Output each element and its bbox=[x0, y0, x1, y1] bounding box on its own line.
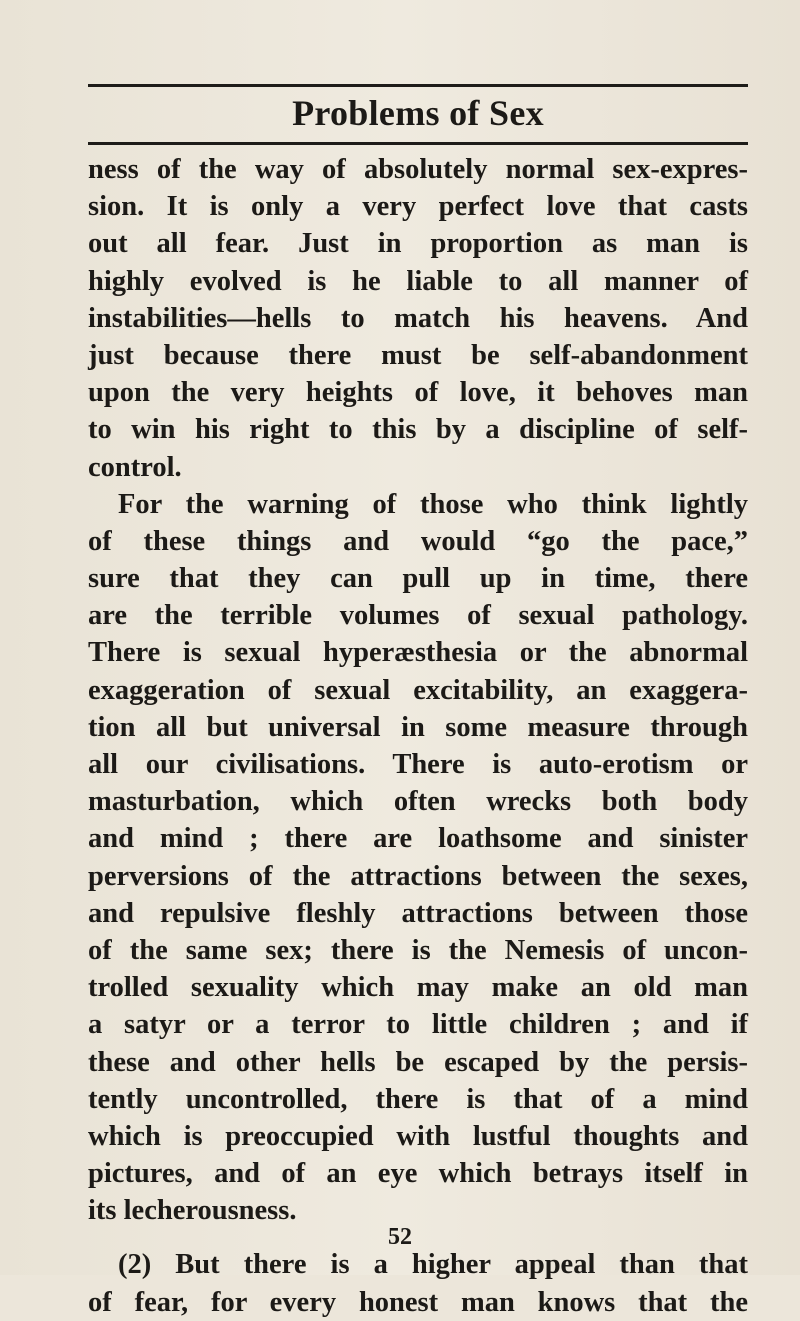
text-line: and mind ; there are loathsome and sinister bbox=[88, 823, 748, 855]
text-line: masturbation, which often wrecks both body bbox=[88, 786, 748, 818]
text-line: these and other hells be escaped by the persis- bbox=[88, 1046, 748, 1078]
text-line: tion all but universal in some measure through bbox=[88, 711, 748, 743]
text-line: perversions of the attractions between the sexes, bbox=[88, 860, 748, 892]
text-line: control. bbox=[88, 451, 182, 483]
running-head: Problems of Sex bbox=[292, 93, 544, 133]
text-line: instabilities—hells to match his heavens. And bbox=[88, 302, 748, 334]
text-line: just because there must be self-abandonment bbox=[88, 339, 748, 371]
page-number: 52 bbox=[388, 1224, 412, 1250]
text-line: and repulsive fleshly attractions between those bbox=[88, 897, 748, 929]
text-line: its lecherousness. bbox=[88, 1195, 297, 1227]
text-line: sion. It is only a very perfect love that casts bbox=[88, 191, 748, 223]
text-line: tently uncontrolled, there is that of a mind bbox=[88, 1083, 748, 1115]
text-line: of the same sex; there is the Nemesis of uncon- bbox=[88, 934, 748, 966]
header-rule-bottom bbox=[88, 142, 748, 145]
paragraph-start-line: (2) But there is a higher appeal than that bbox=[118, 1249, 748, 1281]
text-line: of these things and would “go the pace,” bbox=[88, 525, 748, 557]
header-rule-top bbox=[88, 84, 748, 87]
text-line: out all fear. Just in proportion as man is bbox=[88, 228, 748, 260]
text-line: There is sexual hyperæsthesia or the abnormal bbox=[88, 637, 748, 669]
paragraph-start-line: For the warning of those who think lightly bbox=[118, 488, 748, 520]
text-line: pictures, and of an eye which betrays itself in bbox=[88, 1158, 748, 1190]
text-line: all our civilisations. There is auto-erotism or bbox=[88, 749, 748, 780]
body-text bbox=[88, 151, 748, 1321]
text-line: are the terrible volumes of sexual pathology. bbox=[88, 600, 748, 632]
text-line: highly evolved is he liable to all manner of bbox=[88, 265, 748, 297]
text-line: ness of the way of absolutely normal sex-expres- bbox=[88, 154, 748, 185]
text-line: to win his right to this by a discipline of self- bbox=[88, 414, 748, 446]
text-line: of fear, for every honest man knows that the bbox=[88, 1286, 748, 1318]
text-line: sure that they can pull up in time, there bbox=[88, 563, 748, 595]
text-line: a satyr or a terror to little children ; and if bbox=[88, 1009, 748, 1041]
text-line: exaggeration of sexual excitability, an exaggera- bbox=[88, 674, 748, 706]
text-line: trolled sexuality which may make an old man bbox=[88, 972, 748, 1004]
text-line: upon the very heights of love, it behoves man bbox=[88, 377, 748, 409]
text-line: which is preoccupied with lustful thoughts and bbox=[88, 1120, 748, 1152]
